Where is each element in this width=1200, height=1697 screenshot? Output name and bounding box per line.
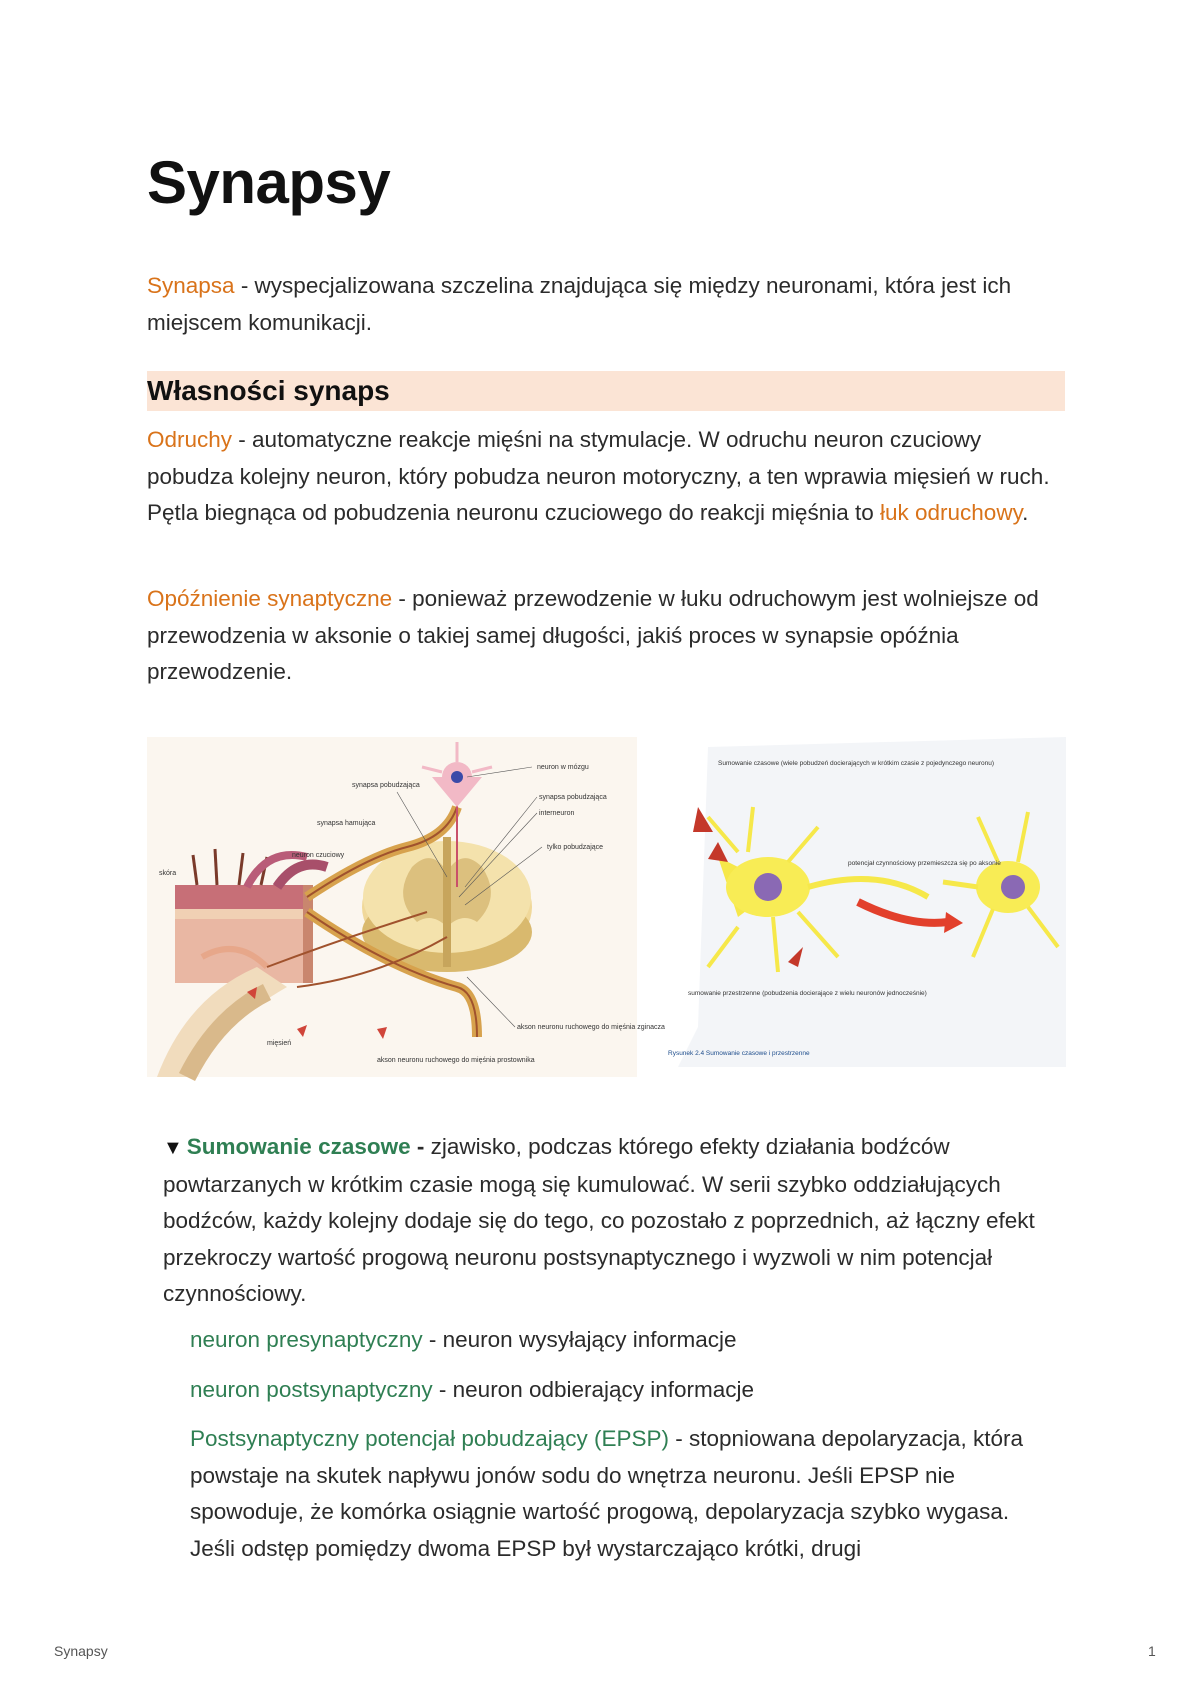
term-odruchy: Odruchy xyxy=(147,427,233,452)
sub3-text: - stopniowana depolaryzacja, która powstaje na skutek napływu jonów sodu do wnętrza neuronu. Jeśli EPSP nie spowoduje, że komórka osiągnie wartość progową, depolaryzacja szybko wygasa. Jeśli odstęp pomiędzy dwoma EPSP był wystarczająco krótki, drugi xyxy=(190,1426,1023,1561)
odruchy-end: . xyxy=(1022,500,1029,525)
opoznienie-text: - ponieważ przewodzenie w łuku odruchowym jest wolniejsze od przewodzenia w aksonie o takiej samej długości, jakiś proces w synapsie opóźnia przewodzenie. xyxy=(147,586,1039,684)
label-synapsa-hamujaca: synapsa hamująca xyxy=(317,820,376,827)
label-akson-prostownik: akson neuronu ruchowego do mięśnia prostownika xyxy=(377,1057,535,1064)
term-opoznienie: Opóźnienie synaptyczne xyxy=(147,586,393,611)
sub-item-presynaptic xyxy=(190,1322,1050,1359)
label-potencjal: potencjał czynnościowy przemieszcza się po aksonie xyxy=(848,860,1001,867)
toggle-triangle-icon[interactable]: ▼ xyxy=(163,1137,183,1159)
label-skora: skóra xyxy=(159,870,177,877)
label-tylko-pobudzajace: tylko pobudzające xyxy=(547,844,604,851)
term-neuron-presynaptyczny: neuron presynaptyczny xyxy=(190,1327,423,1352)
reflex-arc-figure xyxy=(147,737,665,1077)
sub1-text: - neuron wysyłający informacje xyxy=(422,1327,737,1352)
label-akson-zginacz: akson neuronu ruchowego do mięśnia zginacza xyxy=(517,1024,665,1031)
toggle-text: zjawisko, podczas którego efekty działania bodźców powtarzanych w krótkim czasie mogą się kumulować. W serii szybko oddziałujących bodźców, każdy kolejny dodaje się do tego, co pozostało z poprzednich, aż łączny efekt przekroczy wartość progową neuronu postsynaptycznego i wyzwoli w nim potencjał czynnościowy. xyxy=(163,1134,1035,1306)
sub-item-postsynaptic xyxy=(190,1372,1050,1409)
label-sumowanie-czasowe: Sumowanie czasowe (wiele pobudzeń docierających w krótkim czasie z pojedynczego neuronu) xyxy=(718,760,995,767)
term-sumowanie-czasowe: Sumowanie czasowe xyxy=(186,1134,411,1159)
sub2-text: - neuron odbierający informacje xyxy=(432,1377,755,1402)
label-sumowanie-przestrzenne: sumowanie przestrzenne (pobudzenia docierające z wielu neuronów jednocześnie) xyxy=(688,990,927,997)
term-neuron-postsynaptyczny: neuron postsynaptyczny xyxy=(190,1377,433,1402)
intro-paragraph xyxy=(147,268,1065,341)
label-neuron-czuciowy: neuron czuciowy xyxy=(292,852,345,859)
label-miesien: mięsień xyxy=(267,1040,292,1047)
intro-text: - wyspecjalizowana szczelina znajdująca się między neuronami, która jest ich miejscem komunikacji. xyxy=(147,273,1012,335)
opoznienie-paragraph xyxy=(147,581,1065,691)
term-luk-odruchowy: łuk odruchowy xyxy=(880,500,1023,525)
label-neuron-w-mozgu: neuron w mózgu xyxy=(537,764,589,771)
toggle-dash: - xyxy=(410,1134,425,1159)
summation-figure xyxy=(668,737,1066,1067)
sub-item-epsp xyxy=(190,1421,1050,1567)
label-synapsa-pobudzajaca-right: synapsa pobudzająca xyxy=(539,794,607,801)
term-epsp: Postsynaptyczny potencjał pobudzający (EPSP) xyxy=(190,1426,670,1451)
page-title: Synapsy xyxy=(147,149,391,216)
label-synapsa-pobudzajaca: synapsa pobudzająca xyxy=(352,782,420,789)
term-synapsa: Synapsa xyxy=(147,273,235,298)
figure2-caption: Rysunek 2.4 Sumowanie czasowe i przestrzenne xyxy=(668,1050,810,1057)
odruchy-paragraph xyxy=(147,422,1065,532)
section-heading: Własności synaps xyxy=(147,375,390,406)
footer-title: Synapsy xyxy=(54,1643,108,1659)
odruchy-text: - automatyczne reakcje mięśni na stymulacje. W odruchu neuron czuciowy pobudza kolejny neuron, który pobudza neuron motoryczny, a ten wprawia mięsień w ruch. Pętla biegnąca od pobudzenia neuronu czuciowego do reakcji mięśnia to xyxy=(147,427,1050,525)
footer-page-number: 1 xyxy=(1148,1643,1156,1659)
label-interneuron: interneuron xyxy=(539,810,575,817)
toggle-block xyxy=(163,1129,1048,1313)
